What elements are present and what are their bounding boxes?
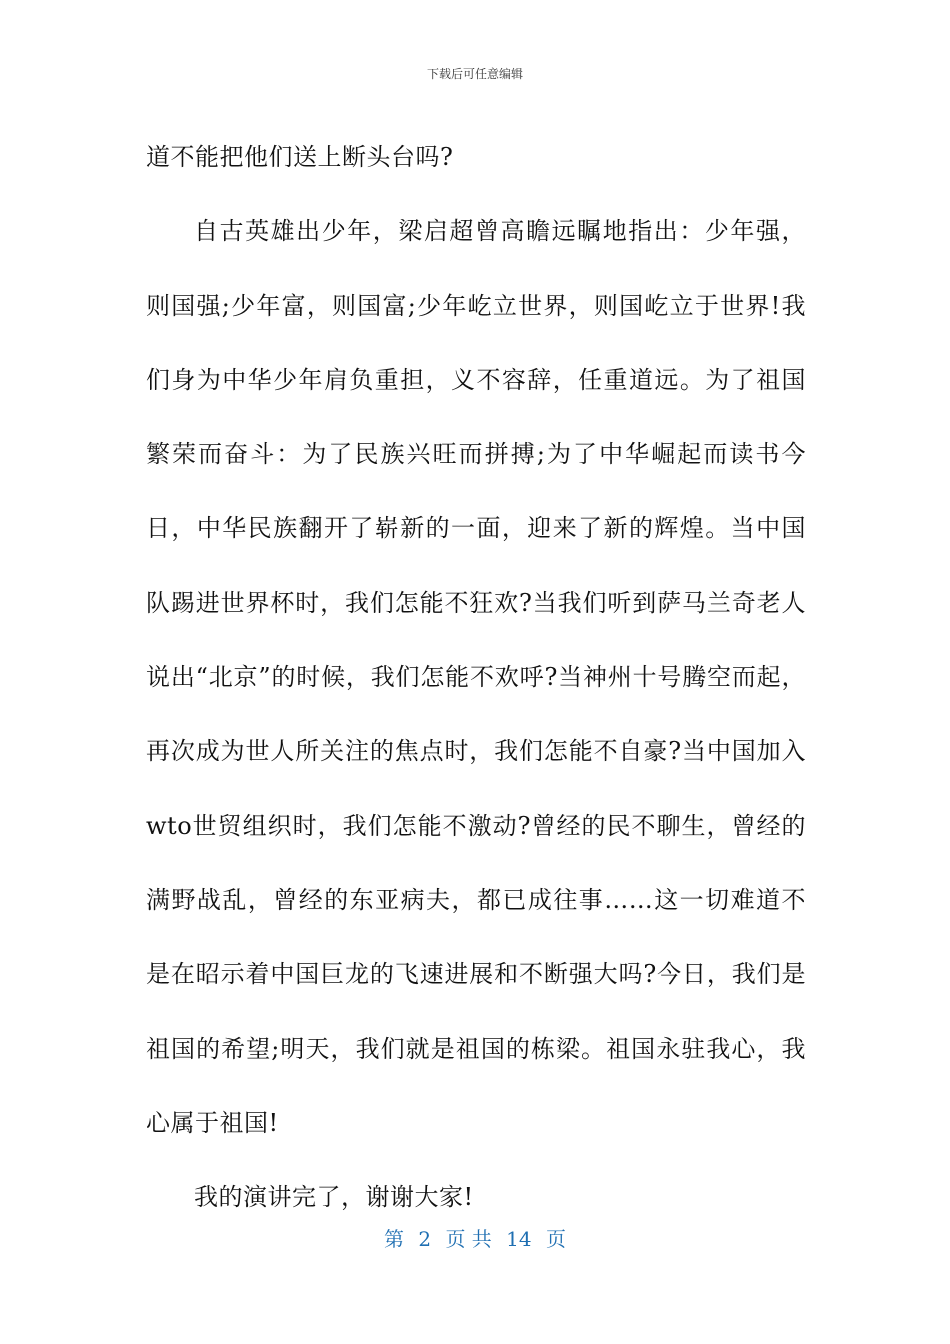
paragraph-main: 自古英雄出少年，梁启超曾高瞻远瞩地指出：少年强，则国强;少年富，则国富;少年屹立世界，则国屹立于世界!我们身为中华少年肩负重担，义不容辞，任重道远。为了祖国繁荣而奋斗：为了民族兴旺而拼搏;为了中华崛起而读书今日，中华民族翻开了崭新的一面，迎来了新的辉煌。当中国队踢进世界杯时，我们怎能不狂欢?当我们听到萨马兰奇老人说出“北京”的时候，我们怎能不欢呼?当神州十号腾空而起，再次成为世人所关注的焦点时，我们怎能不自豪?当中国加入wto世贸组织时，我们怎能不激动?曾经的民不聊生，曾经的满野战乱，曾经的东亚病夫，都已成往事……这一切难道不是在昭示着中国巨龙的飞速进展和不断强大吗?今日，我们是祖国的希望;明天，我们就是祖国的栋梁。祖国永驻我心，我心属于祖国! [146, 217, 806, 1137]
total-pages-number: 14 [506, 1227, 532, 1251]
paragraph-closing: 我的演讲完了，谢谢大家! [194, 1183, 474, 1212]
current-page-number: 2 [418, 1227, 432, 1251]
page-footer [0, 1225, 950, 1253]
document-body [146, 120, 806, 1234]
footer-prefix: 第 [384, 1227, 404, 1251]
paragraph-continuation: 道不能把他们送上断头台吗? [146, 143, 454, 171]
footer-suffix: 页 [545, 1227, 566, 1251]
page-header: 下载后可任意编辑 [426, 67, 523, 81]
footer-middle: 页 共 [445, 1227, 492, 1251]
